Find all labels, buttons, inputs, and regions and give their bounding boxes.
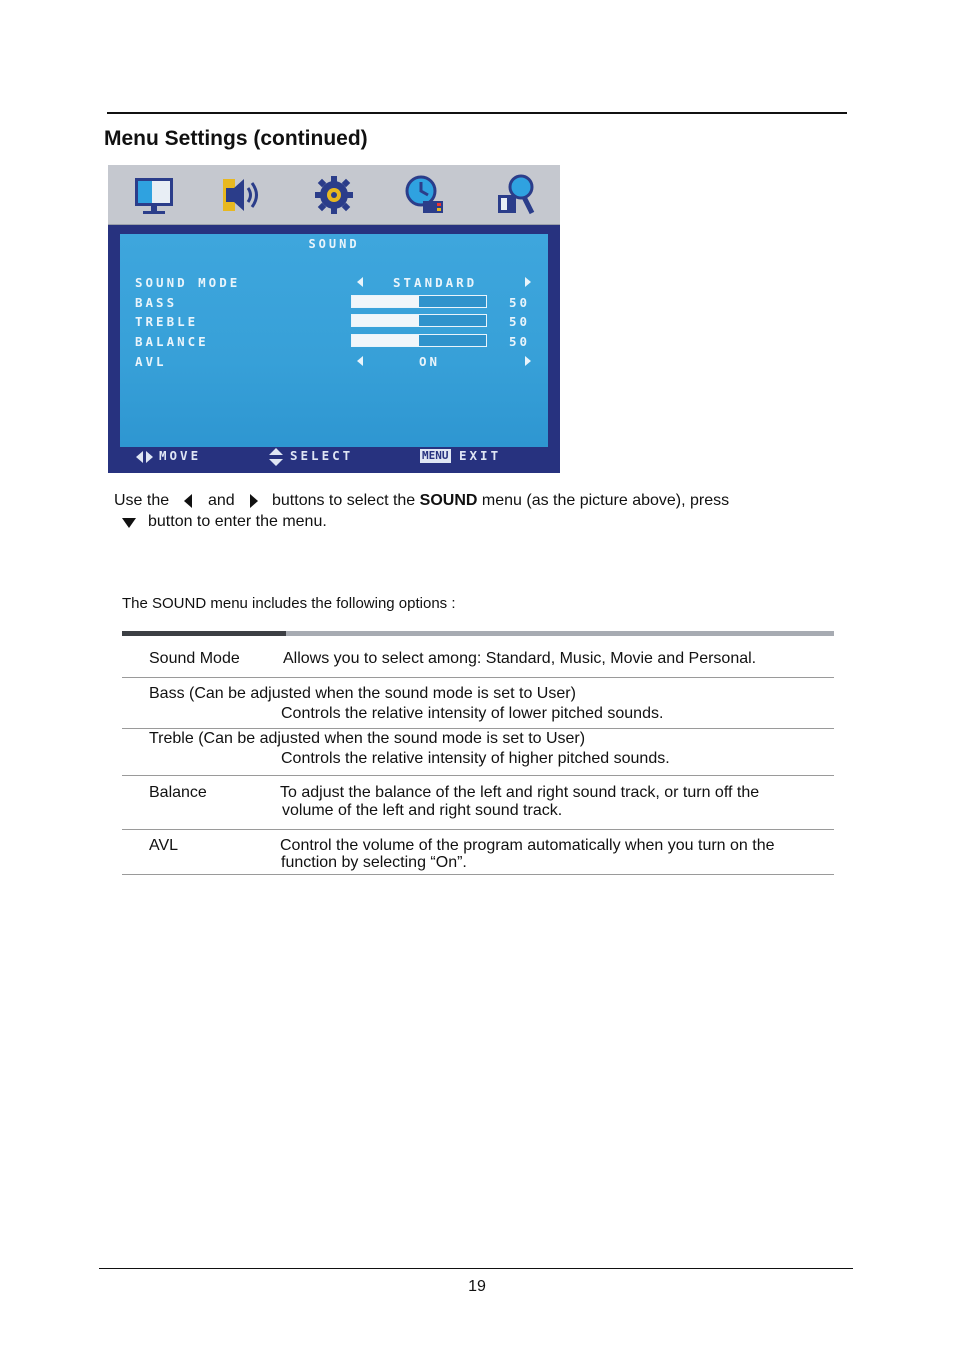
table-divider xyxy=(122,728,834,729)
option-desc-treble: Controls the relative intensity of higher pitched sounds. xyxy=(281,750,670,767)
table-header-bar-dark xyxy=(122,631,286,636)
right-arrow-icon[interactable] xyxy=(525,277,531,287)
sound-mode-value: STANDARD xyxy=(393,275,478,290)
sound-menu-screenshot xyxy=(108,165,560,473)
instruction-text-2: and xyxy=(208,492,235,509)
option-name-avl: AVL xyxy=(149,837,179,854)
down-arrow-icon xyxy=(122,518,136,528)
time-icon xyxy=(403,173,447,217)
instruction-text-1: Use the xyxy=(114,492,170,509)
page-number: 19 xyxy=(468,1278,486,1295)
up-down-arrows-icon xyxy=(269,448,283,466)
bottom-rule xyxy=(99,1268,853,1269)
table-divider xyxy=(122,775,834,776)
bass-slider[interactable] xyxy=(351,295,487,308)
option-name-treble: Treble (Can be adjusted when the sound mode is set to User) xyxy=(149,730,586,747)
instruction-sound-bold: SOUND xyxy=(419,492,478,509)
balance-slider[interactable] xyxy=(351,334,487,347)
table-header-bar-light xyxy=(286,631,834,636)
sound-menu-title: SOUND xyxy=(308,237,360,251)
instruction-text-3a: buttons to select the xyxy=(272,492,416,509)
balance-label[interactable]: BALANCE xyxy=(135,334,209,349)
left-right-arrows-icon xyxy=(136,451,158,463)
left-arrow-icon[interactable] xyxy=(357,356,363,366)
option-desc-balance-line1: To adjust the balance of the left and right sound track, or turn off the xyxy=(280,784,760,801)
picture-icon xyxy=(132,173,176,217)
avl-label[interactable]: AVL xyxy=(135,354,167,369)
right-arrow-icon[interactable] xyxy=(525,356,531,366)
setup-icon xyxy=(312,173,356,217)
avl-value: ON xyxy=(419,354,441,369)
table-divider xyxy=(122,677,834,678)
menu-icon-bar xyxy=(108,165,560,225)
top-rule xyxy=(107,112,847,114)
page-heading: Menu Settings (continued) xyxy=(104,127,368,150)
table-divider xyxy=(122,829,834,830)
treble-slider[interactable] xyxy=(351,314,487,327)
instruction-text-3 xyxy=(272,492,729,510)
instruction-text-4: menu (as the picture above), press xyxy=(481,492,730,509)
treble-value: 50 xyxy=(509,314,531,329)
right-arrow-icon xyxy=(250,494,258,508)
option-name-sound-mode: Sound Mode xyxy=(149,650,240,667)
move-hint: MOVE xyxy=(159,448,202,463)
instruction-text-5: button to enter the menu. xyxy=(148,513,327,530)
parental-icon xyxy=(494,173,538,217)
menu-key-icon: MENU xyxy=(422,449,449,462)
options-intro: The SOUND menu includes the following options : xyxy=(122,595,456,612)
option-desc-balance-line2: volume of the left and right sound track. xyxy=(282,802,563,819)
exit-hint: EXIT xyxy=(459,448,502,463)
balance-slider-fill xyxy=(352,335,419,346)
bass-value: 50 xyxy=(509,295,531,310)
sound-mode-label[interactable]: SOUND MODE xyxy=(135,275,241,290)
sound-menu-panel xyxy=(120,234,548,447)
select-hint: SELECT xyxy=(290,448,354,463)
option-desc-avl-line2: function by selecting “On”. xyxy=(281,854,467,871)
option-desc-sound-mode: Allows you to select among: Standard, Music, Movie and Personal. xyxy=(283,650,757,667)
bass-slider-fill xyxy=(352,296,419,307)
table-divider xyxy=(122,874,834,875)
option-name-bass: Bass (Can be adjusted when the sound mode is set to User) xyxy=(149,685,576,702)
treble-slider-fill xyxy=(352,315,419,326)
balance-value: 50 xyxy=(509,334,531,349)
treble-label[interactable]: TREBLE xyxy=(135,314,199,329)
option-desc-bass: Controls the relative intensity of lower pitched sounds. xyxy=(281,705,664,722)
option-desc-avl-line1: Control the volume of the program automatically when you turn on the xyxy=(280,837,775,854)
sound-icon xyxy=(220,173,264,217)
left-arrow-icon xyxy=(184,494,192,508)
left-arrow-icon[interactable] xyxy=(357,277,363,287)
option-name-balance: Balance xyxy=(149,784,207,801)
bass-label[interactable]: BASS xyxy=(135,295,178,310)
